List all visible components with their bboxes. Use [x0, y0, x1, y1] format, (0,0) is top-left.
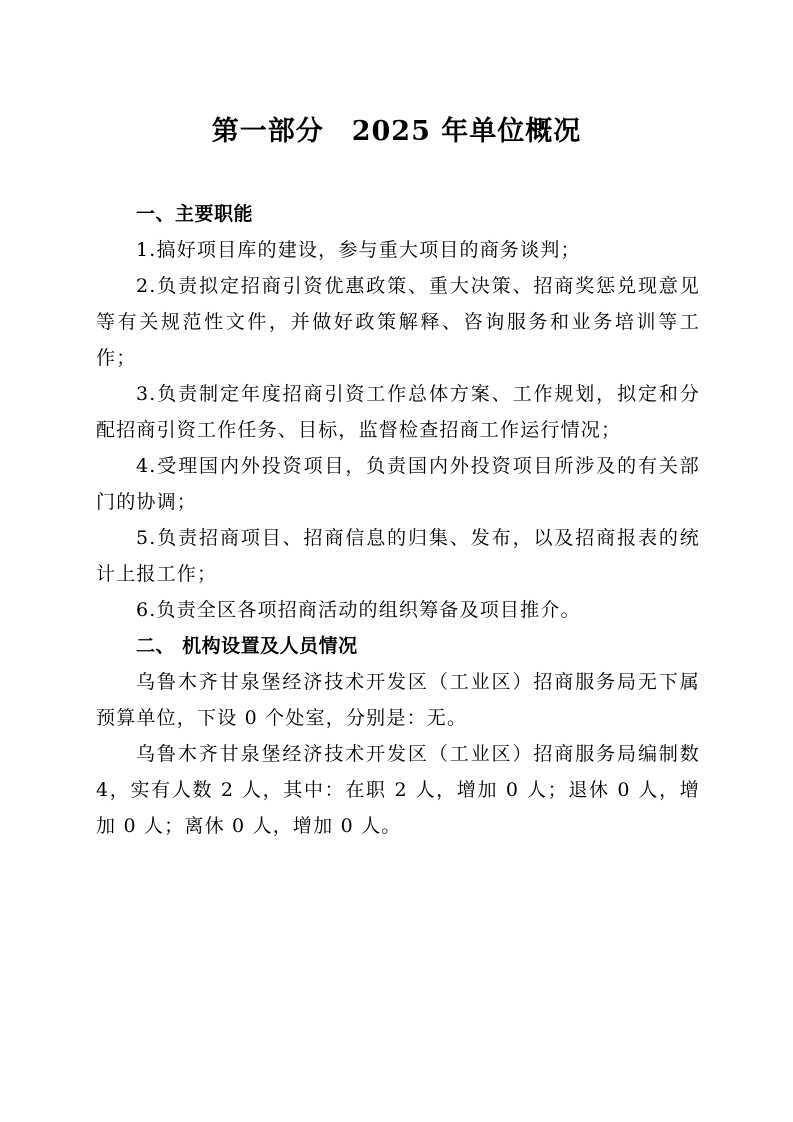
- function-item-4: 4.受理国内外投资项目，负责国内外投资项目所涉及的有关部门的协调；: [96, 455, 700, 513]
- staffing-paragraph: 乌鲁木齐甘泉堡经济技术开发区（工业区）招商服务局编制数 4，实有人数 2 人，其中：在职 2 人，增加 0 人；退休 0 人，增加 0 人；离休 0 人，增加 0 人。: [96, 743, 700, 837]
- section-heading-main-functions: 一、主要职能: [136, 203, 254, 225]
- function-item-6: 6.负责全区各项招商活动的组织筹备及项目推介。: [136, 599, 581, 621]
- document-body: [96, 196, 700, 844]
- function-item-2: 2.负责拟定招商引资优惠政策、重大决策、招商奖惩兑现意见等有关规范性文件，并做好政策解释、咨询服务和业务培训等工作；: [96, 275, 700, 369]
- organization-paragraph: 乌鲁木齐甘泉堡经济技术开发区（工业区）招商服务局无下属预算单位，下设 0 个处室，分别是：无。: [96, 671, 700, 729]
- section-heading-organization-staffing: 二、 机构设置及人员情况: [136, 635, 358, 657]
- page-title: 第一部分 2025 年单位概况: [211, 116, 582, 147]
- function-item-3: 3.负责制定年度招商引资工作总体方案、工作规划，拟定和分配招商引资工作任务、目标，监督检查招商工作运行情况；: [96, 383, 700, 441]
- function-item-1: 1.搞好项目库的建设，参与重大项目的商务谈判；: [136, 239, 581, 261]
- function-item-5: 5.负责招商项目、招商信息的归集、发布，以及招商报表的统计上报工作；: [96, 527, 700, 585]
